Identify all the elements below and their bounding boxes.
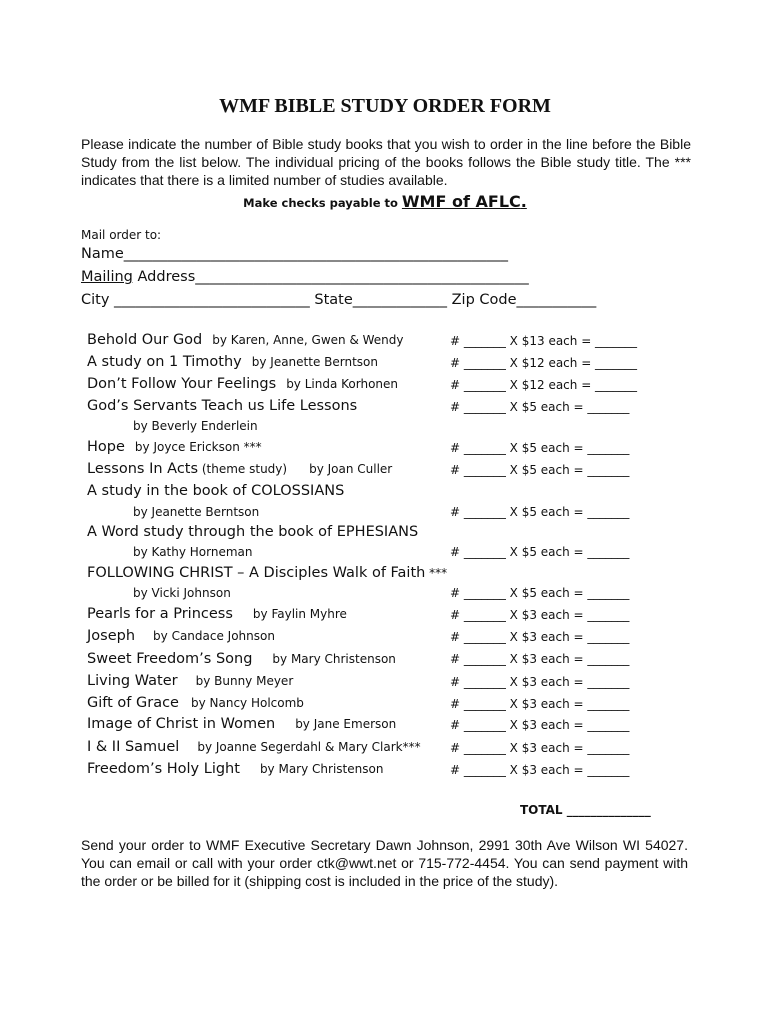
- checks-suffix: .: [520, 192, 527, 211]
- study-author: by Bunny Meyer: [195, 674, 294, 688]
- study-author: by Mary Christenson: [272, 652, 396, 666]
- study-title-note: (theme study): [198, 462, 288, 476]
- study-author: by Jane Emerson: [295, 717, 397, 731]
- city-state-zip-field[interactable]: City ___________________________ State_____________ Zip Code___________: [81, 292, 597, 308]
- name-line: _____________________________________________________: [123, 246, 509, 262]
- study-author: by Jeanette Berntson: [251, 355, 379, 369]
- study-author: by Jeanette Berntson: [133, 505, 260, 519]
- order-quantity-line[interactable]: # _______ X $5 each = _______: [450, 586, 630, 600]
- order-quantity-line[interactable]: # _______ X $12 each = _______: [450, 356, 638, 370]
- study-title-note: ***: [425, 566, 448, 580]
- checks-payee: WMF of AFLC: [401, 192, 521, 211]
- study-title: Living Water by Bunny Meyer: [87, 673, 294, 689]
- study-title: God’s Servants Teach us Life Lessons: [87, 398, 358, 414]
- checks-prefix: Make checks payable to: [243, 196, 402, 210]
- study-title: Pearls for a Princess by Faylin Myhre: [87, 606, 347, 622]
- study-author: by Vicki Johnson: [133, 586, 231, 600]
- study-author: by Kathy Horneman: [133, 545, 253, 559]
- order-quantity-line[interactable]: # _______ X $5 each = _______: [450, 400, 630, 414]
- name-field[interactable]: [81, 246, 508, 262]
- checks-payable-line: [0, 192, 770, 211]
- order-quantity-line[interactable]: # _______ X $13 each = _______: [450, 334, 638, 348]
- order-quantity-line[interactable]: # _______ X $5 each = _______: [450, 441, 630, 455]
- order-quantity-line[interactable]: # _______ X $3 each = _______: [450, 697, 630, 711]
- total-line[interactable]: TOTAL ______________: [520, 803, 651, 817]
- address-label: Address: [132, 269, 196, 285]
- order-quantity-line[interactable]: # _______ X $5 each = _______: [450, 505, 630, 519]
- study-author: by Nancy Holcomb: [190, 696, 304, 710]
- order-quantity-line[interactable]: # _______ X $3 each = _______: [450, 741, 630, 755]
- study-author: by Joanne Segerdahl & Mary Clark***: [197, 740, 421, 754]
- study-author: by Linda Korhonen: [286, 377, 399, 391]
- study-title: Sweet Freedom’s Song by Mary Christenson: [87, 651, 396, 667]
- mailing-label: Mailing: [81, 269, 133, 285]
- study-author: by Candace Johnson: [153, 629, 275, 643]
- order-quantity-line[interactable]: # _______ X $3 each = _______: [450, 763, 630, 777]
- study-title: A Word study through the book of EPHESIANS: [87, 524, 419, 540]
- intro-paragraph: Please indicate the number of Bible study books that you wish to order in the line before the Bible Study from the list below. The individual pricing of the books follows the Bible study title. The *** indicates that there is a limited number of studies available.: [81, 136, 691, 188]
- study-author: by Beverly Enderlein: [133, 419, 258, 433]
- study-title: Image of Christ in Women by Jane Emerson: [87, 716, 397, 732]
- study-title: Behold Our God by Karen, Anne, Gwen & Wendy: [87, 332, 404, 348]
- study-title: Don’t Follow Your Feelings by Linda Korhonen: [87, 376, 399, 392]
- study-author: by Joyce Erickson ***: [134, 440, 262, 454]
- order-quantity-line[interactable]: # _______ X $12 each = _______: [450, 378, 638, 392]
- order-quantity-line[interactable]: # _______ X $3 each = _______: [450, 675, 630, 689]
- study-title: Gift of Grace by Nancy Holcomb: [87, 695, 304, 711]
- address-line: ______________________________________________: [195, 269, 529, 285]
- study-author: by Mary Christenson: [259, 762, 384, 776]
- order-quantity-line[interactable]: # _______ X $3 each = _______: [450, 608, 630, 622]
- order-quantity-line[interactable]: # _______ X $3 each = _______: [450, 718, 630, 732]
- order-quantity-line[interactable]: # _______ X $3 each = _______: [450, 652, 630, 666]
- order-quantity-line[interactable]: # _______ X $5 each = _______: [450, 463, 630, 477]
- page-title: WMF BIBLE STUDY ORDER FORM: [219, 95, 551, 117]
- name-label: Name: [81, 246, 124, 262]
- study-title: A study on 1 Timothy by Jeanette Berntson: [87, 354, 379, 370]
- study-title: A study in the book of COLOSSIANS: [87, 483, 345, 499]
- mail-order-label: Mail order to:: [81, 228, 162, 242]
- study-title: Joseph by Candace Johnson: [87, 628, 275, 644]
- study-title: FOLLOWING CHRIST – A Disciples Walk of Faith ***: [87, 565, 448, 581]
- address-field[interactable]: [81, 269, 529, 285]
- study-author: by Faylin Myhre: [252, 607, 347, 621]
- study-title: Lessons In Acts (theme study) by Joan Culler: [87, 461, 393, 477]
- study-title: Hope by Joyce Erickson ***: [87, 439, 262, 455]
- study-author: by Joan Culler: [309, 462, 393, 476]
- study-title: Freedom’s Holy Light by Mary Christenson: [87, 761, 384, 777]
- order-quantity-line[interactable]: # _______ X $5 each = _______: [450, 545, 630, 559]
- study-title: I & II Samuel by Joanne Segerdahl & Mary Clark***: [87, 739, 421, 755]
- order-quantity-line[interactable]: # _______ X $3 each = _______: [450, 630, 630, 644]
- footer-instructions: Send your order to WMF Executive Secretary Dawn Johnson, 2991 30th Ave Wilson WI 54027. You can email or call with your order ctk@wwt.net or 715-772-4454. You can send payment with the order or be billed for it (shipping cost is included in the price of the study).: [81, 837, 688, 889]
- study-author: by Karen, Anne, Gwen & Wendy: [212, 333, 404, 347]
